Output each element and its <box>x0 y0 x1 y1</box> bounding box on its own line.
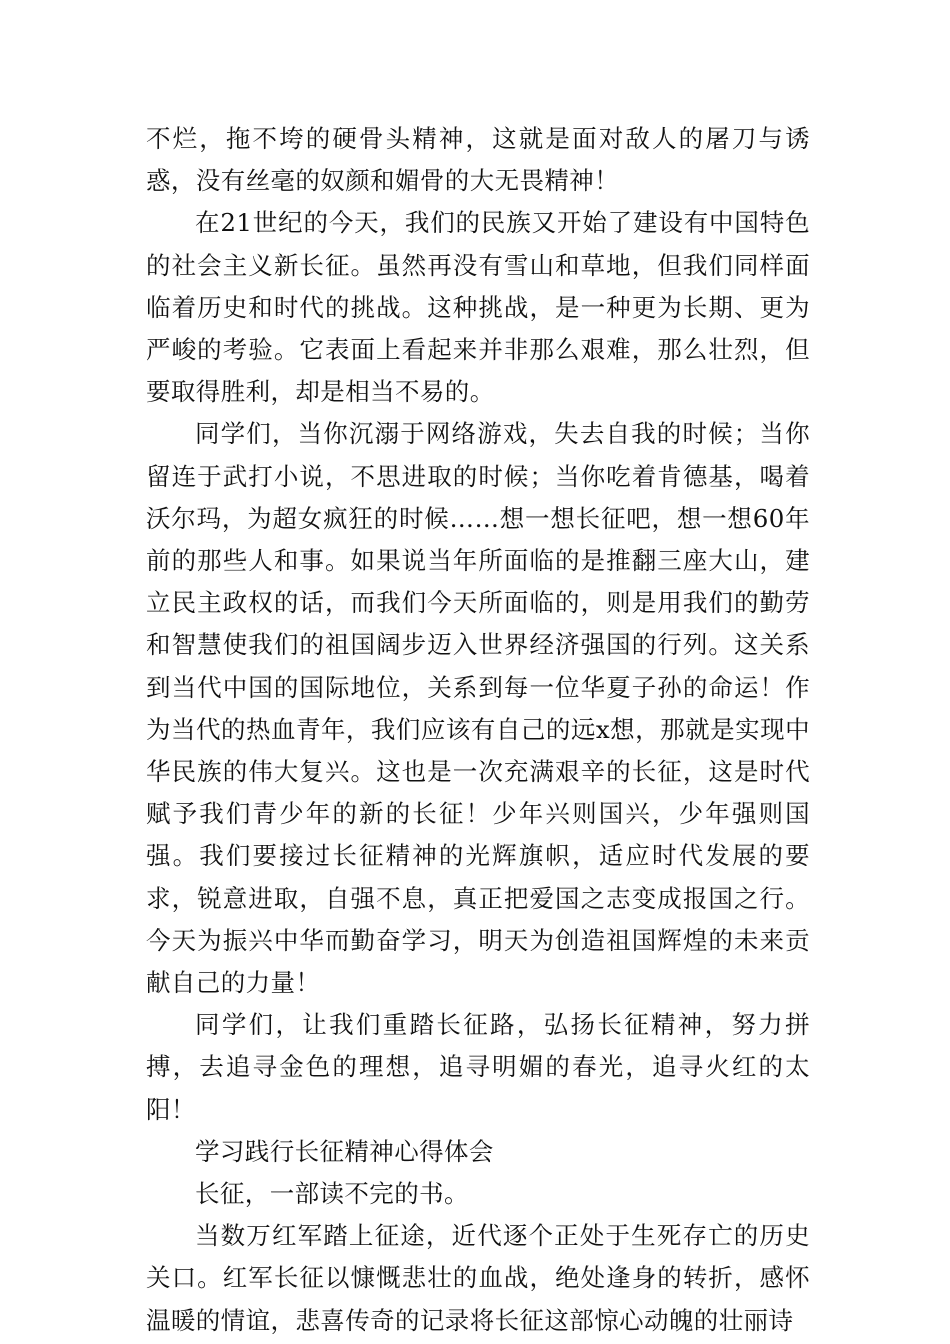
paragraph-continuation: 不烂，拖不垮的硬骨头精神，这就是面对敌人的屠刀与诱惑，没有丝毫的奴颜和媚骨的大无畏精神！ <box>146 124 810 196</box>
document-body <box>146 118 810 1342</box>
paragraph-classmates-call: 同学们，让我们重踏长征路，弘扬长征精神，努力拼搏，去追寻金色的理想，追寻明媚的春光，追寻火红的太阳！ <box>146 1010 810 1124</box>
paragraph-new-long-march: 在21世纪的今天，我们的民族又开始了建设有中国特色的社会主义新长征。虽然再没有雪山和草地，但我们同样面临着历史和时代的挑战。这种挑战，是一种更为长期、更为严峻的考验。它表面上看起来并非那么艰难，那么壮烈，但要取得胜利，却是相当不易的。 <box>146 208 810 407</box>
paragraph-book-metaphor: 长征，一部读不完的书。 <box>195 1179 469 1209</box>
section-heading: 学习践行长征精神心得体会 <box>195 1136 494 1166</box>
paragraph-red-army: 当数万红军踏上征途，近代逐个正处于生死存亡的历史关口。红军长征以慷慨悲壮的血战，绝处逢身的转折，感怀温暖的情谊，悲喜传奇的记录将长征这部惊心动魄的壮丽诗 <box>146 1221 810 1335</box>
paragraph-classmates-reflect: 同学们，当你沉溺于网络游戏，失去自我的时候；当你留连于武打小说，不思进取的时候；当你吃着肯德基，喝着沃尔玛，为超女疯狂的时候……想一想长征吧，想一想60年前的那些人和事。如果说当年所面临的是推翻三座大山，建立民主政权的话，而我们今天所面临的，则是用我们的勤劳和智慧使我们的祖国阔步迈入世界经济强国的行列。这关系到当代中国的国际地位，关系到每一位华夏子孙的命运！作为当代的热血青年，我们应该有自己的远x想，那就是实现中华民族的伟大复兴。这也是一次充满艰辛的长征，这是时代赋予我们青少年的新的长征！少年兴则国兴，少年强则国强。我们要接过长征精神的光辉旗帜，适应时代发展的要求，锐意进取，自强不息，真正把爱国之志变成报国之行。今天为振兴中华而勤奋学习，明天为创造祖国辉煌的未来贡献自己的力量！ <box>146 419 810 998</box>
